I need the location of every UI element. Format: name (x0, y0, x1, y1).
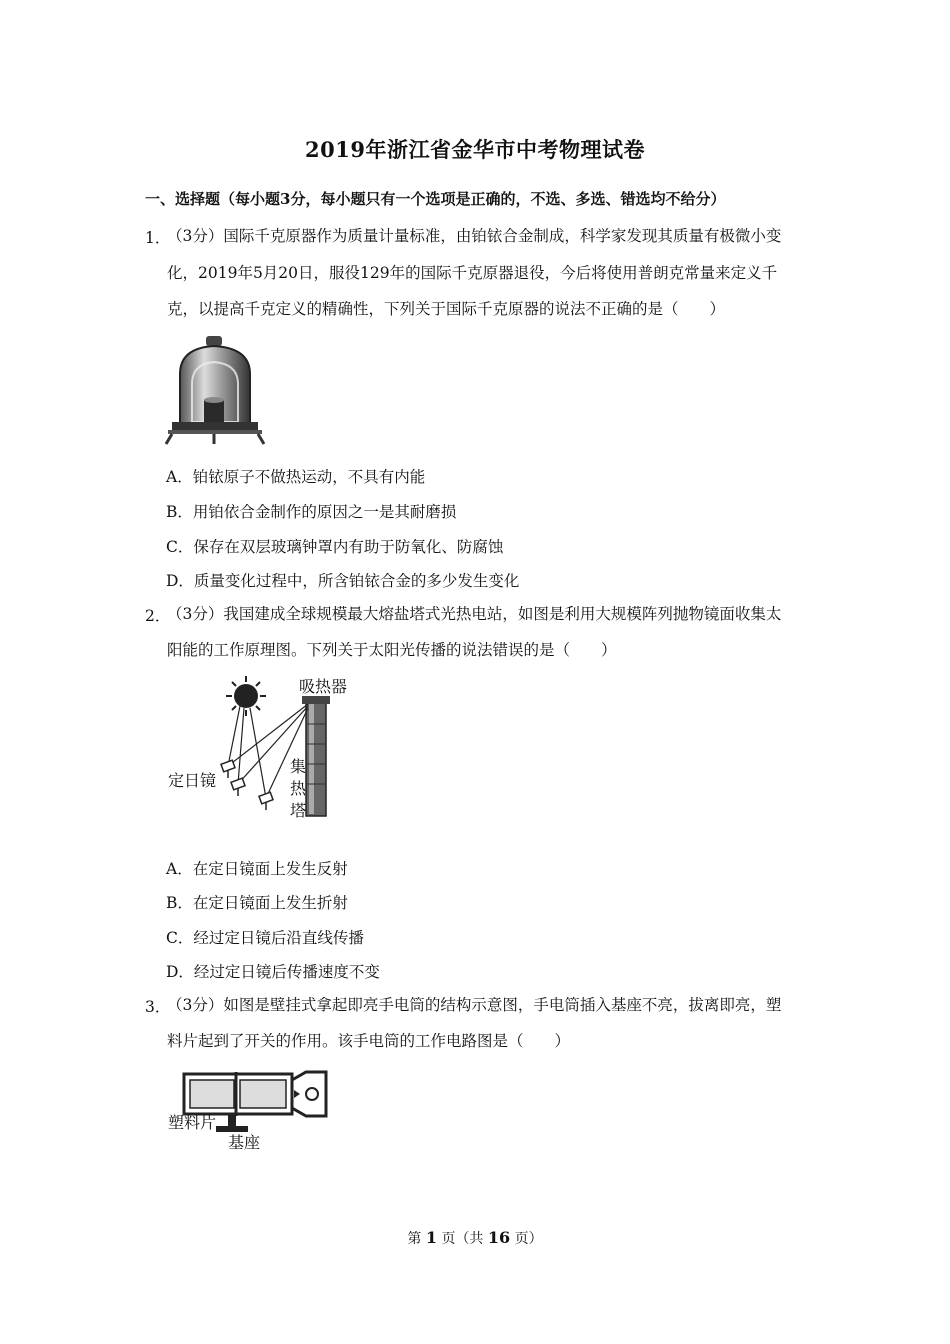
tower-label-2: 热 (290, 779, 307, 798)
base-label: 基座 (228, 1133, 261, 1152)
question-2-option-a: A．在定日镜面上发生反射 (166, 860, 348, 878)
question-1-option-c: C．保存在双层玻璃钟罩内有助于防氧化、防腐蚀 (166, 538, 504, 556)
sun-icon (226, 676, 266, 716)
question-1-line-1: （3分）国际千克原器作为质量计量标准，由铂铱合金制成，科学家发现其质量有极微小变 (167, 227, 782, 245)
tower-label-3: 塔 (290, 801, 307, 820)
tower-label-1: 集 (290, 757, 307, 776)
heliostat-label: 定日镜 (168, 771, 217, 790)
section-heading: 一、选择题（每小题3分，每小题只有一个选项是正确的，不选、多选、错选均不给分） (145, 190, 726, 208)
question-1-option-b: B．用铂依合金制作的原因之一是其耐磨损 (166, 503, 457, 521)
question-1-number: 1． (145, 229, 171, 247)
current-page-number: 1 (425, 1228, 437, 1247)
heat-collecting-tower (302, 696, 330, 816)
page-title: 2019年浙江省金华市中考物理试卷 (305, 137, 645, 162)
question-2-line-2: 阳能的工作原理图。下列关于太阳光传播的说法错误的是（ ） (167, 641, 617, 659)
question-1-line-3: 克，以提高千克定义的精确性，下列关于国际千克原器的说法不正确的是（ ） (167, 300, 726, 318)
plastic-sheet-label: 塑料片 (168, 1113, 217, 1132)
absorber-label: 吸热器 (299, 677, 348, 696)
footer-suffix: 页） (514, 1231, 543, 1247)
question-2-option-b: B．在定日镜面上发生折射 (166, 894, 348, 912)
kilogram-prototype-image (166, 334, 266, 446)
question-1-option-d: D．质量变化过程中，所含铂铱合金的多少发生变化 (166, 572, 520, 590)
question-2-option-c: C．经过定日镜后沿直线传播 (166, 929, 364, 947)
question-2-line-1: （3分）我国建成全球规模最大熔盐塔式光热电站，如图是利用大规模阵列抛物镜面收集太 (167, 605, 782, 623)
footer-mid: 页（共 (441, 1231, 484, 1247)
question-2-option-d: D．经过定日镜后传播速度不变 (166, 963, 380, 981)
total-pages: 16 (487, 1228, 511, 1247)
flashlight-diagram (166, 1068, 336, 1150)
solar-tower-diagram (166, 674, 366, 824)
question-3-number: 3． (145, 998, 171, 1016)
question-1-option-a: A．铂铱原子不做热运动，不具有内能 (166, 468, 426, 486)
question-1-line-2: 化，2019年5月20日，服役129年的国际千克原器退役，今后将使用普朗克常量来定义千 (167, 264, 778, 282)
question-2-number: 2． (145, 607, 171, 625)
heliostat-mirrors (221, 760, 273, 810)
page-footer (0, 1228, 950, 1248)
question-3-line-2: 料片起到了开关的作用。该手电筒的工作电路图是（ ） (167, 1032, 571, 1050)
question-3-line-1: （3分）如图是壁挂式拿起即亮手电筒的结构示意图，手电筒插入基座不亮，拔离即亮，塑 (167, 996, 782, 1014)
footer-prefix: 第 (407, 1231, 422, 1247)
